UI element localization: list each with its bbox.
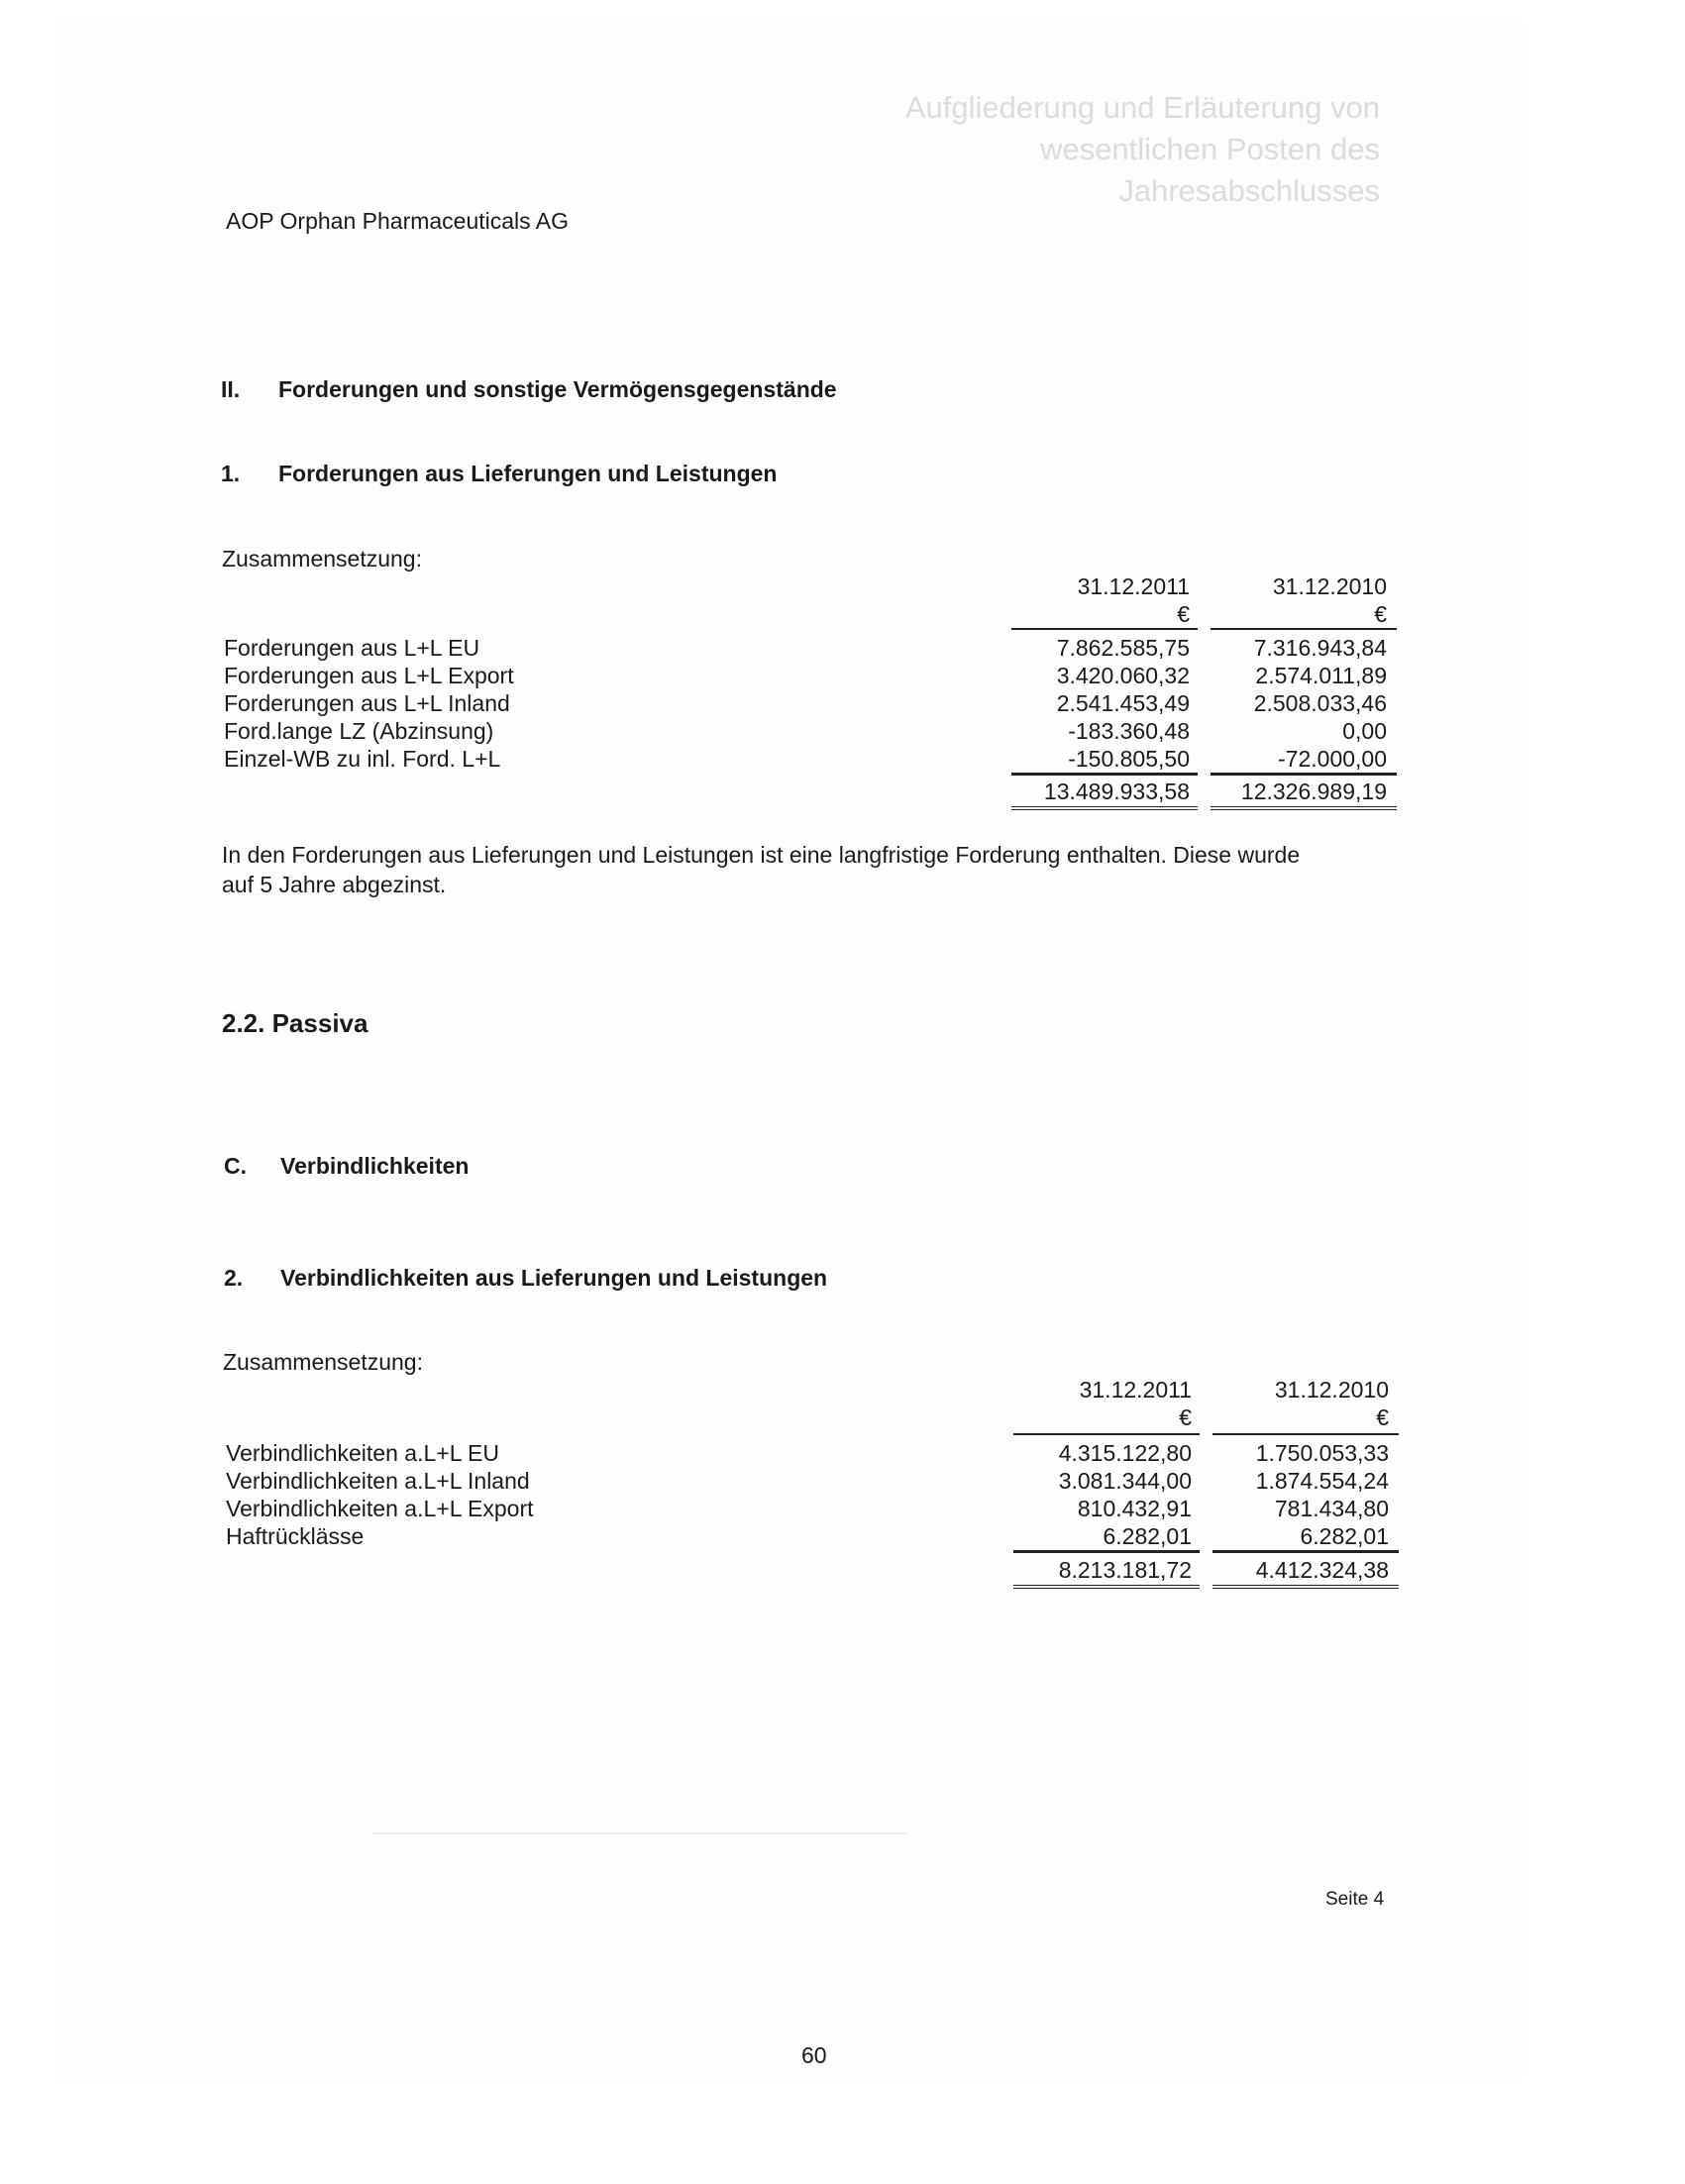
company-name: AOP Orphan Pharmaceuticals AG: [226, 208, 570, 234]
column-header: 31.12.2010: [1272, 573, 1387, 599]
table-row: Forderungen aus L+L Inland 2.541.453,49 2.508.033,46: [224, 690, 1387, 716]
table-row: Haftrücklässe 6.282,01 6.282,01: [226, 1523, 1389, 1549]
section-title: Verbindlichkeiten: [280, 1153, 470, 1179]
column-unit: €: [1179, 1404, 1192, 1430]
receivables-note: [222, 840, 1300, 899]
receivables-table: [224, 572, 1393, 805]
footer-divider: [371, 1832, 906, 1834]
column-unit: €: [1374, 601, 1387, 627]
passiva-heading: 2.2. Passiva: [222, 1008, 369, 1038]
section-1-heading: [221, 461, 777, 487]
section-title: Forderungen aus Lieferungen und Leistungen: [278, 461, 778, 486]
page-sheet: [61, 20, 1523, 2080]
column-unit: €: [1376, 1404, 1389, 1430]
column-header: 31.12.2010: [1274, 1377, 1389, 1403]
section-2-heading: [224, 1265, 827, 1292]
watermark-line: wesentlichen Posten des: [1040, 132, 1380, 166]
table-row: Einzel-WB zu inl. Ford. L+L -150.805,50 -72.000,00: [224, 746, 1387, 772]
section-ii-heading: [221, 376, 837, 403]
table-total-row: 13.489.933,58 12.326.989,19: [1043, 779, 1387, 804]
table-row: Forderungen aus L+L EU 7.862.585,75 7.316.943,84: [224, 635, 1387, 661]
section-c-heading: [224, 1153, 469, 1180]
table-header-units: [224, 600, 1393, 628]
page-number: 60: [801, 2042, 827, 2068]
table-row: Verbindlichkeiten a.L+L Inland 3.081.344,00 1.874.554,24: [226, 1468, 1389, 1494]
table-total-row: 8.213.181,72 4.412.324,38: [1058, 1557, 1389, 1583]
watermark-line: Jahresabschlusses: [1118, 173, 1380, 208]
watermark-line: Aufgliederung und Erläuterung von: [904, 90, 1380, 125]
section-title: Verbindlichkeiten aus Lieferungen und Leistungen: [280, 1265, 828, 1291]
table-row: Ford.lange LZ (Abzinsung) -183.360,48 0,00: [224, 718, 1387, 744]
section-title: Forderungen und sonstige Vermögensgegenstände: [278, 376, 837, 402]
table-row: Forderungen aus L+L Export 3.420.060,32 2.574.011,89: [224, 663, 1387, 688]
table1-caption: Zusammensetzung:: [222, 546, 422, 572]
table-header-dates: [224, 572, 1393, 600]
payables-table: [226, 1376, 1395, 1584]
section-number: C.: [224, 1153, 247, 1179]
table2-caption: Zusammensetzung:: [223, 1349, 423, 1375]
table-row: Verbindlichkeiten a.L+L Export 810.432,91 781.434,80: [226, 1496, 1389, 1521]
section-number: 1.: [221, 461, 241, 486]
note-line: auf 5 Jahre abgezinst.: [222, 872, 447, 897]
section-number: 2.: [224, 1265, 244, 1291]
page-label: Seite 4: [1325, 1889, 1385, 1910]
table-header-units: [226, 1404, 1395, 1431]
note-line: In den Forderungen aus Lieferungen und Leistungen ist eine langfristige Forderung enthalten. Diese wurde: [222, 842, 1301, 868]
watermark-title: [905, 87, 1380, 212]
table-row: Verbindlichkeiten a.L+L EU 4.315.122,80 1.750.053,33: [226, 1440, 1389, 1466]
column-unit: €: [1177, 601, 1190, 627]
section-number: II.: [221, 376, 241, 402]
table-header-dates: [226, 1376, 1395, 1404]
column-header: 31.12.2011: [1079, 1377, 1192, 1403]
column-header: 31.12.2011: [1077, 573, 1190, 599]
